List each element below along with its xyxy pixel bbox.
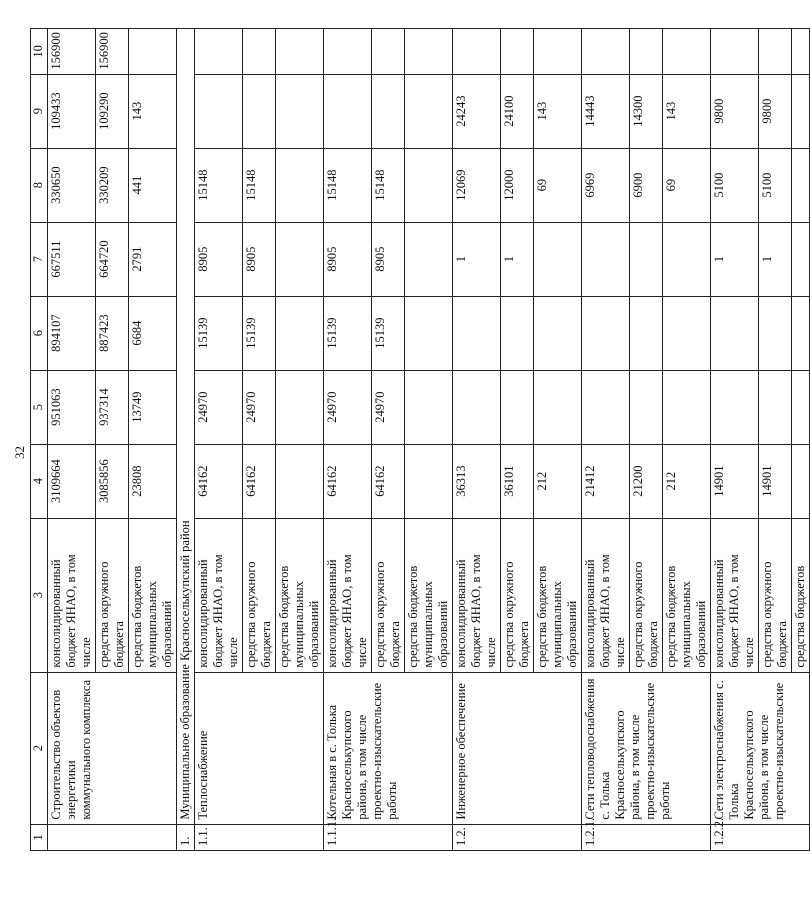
column-number-row (31, 29, 48, 851)
value-cell: 3109664 (48, 444, 96, 518)
value-cell (405, 29, 453, 75)
funding-source: средства бюджетов муниципальных образований (129, 518, 177, 672)
value-cell: 9800 (711, 74, 759, 148)
value-cell (792, 444, 810, 518)
value-cell: 15148 (243, 148, 276, 222)
value-cell (276, 444, 324, 518)
funding-source: средства окружного бюджета (501, 518, 534, 672)
value-cell: 36313 (453, 444, 501, 518)
value-cell: 12000 (501, 148, 534, 222)
value-cell (792, 148, 810, 222)
value-cell: 64162 (195, 444, 243, 518)
column-number: 10 (31, 29, 48, 75)
value-cell (582, 370, 630, 444)
value-cell: 664720 (96, 222, 129, 296)
value-cell: 330650 (48, 148, 96, 222)
item-name: Котельная в с. Толька Красноселькупского района, в том числе проектно-изыскательские работы (324, 672, 453, 824)
value-cell (534, 29, 582, 75)
value-cell (663, 370, 711, 444)
value-cell: 14901 (759, 444, 792, 518)
value-cell (276, 148, 324, 222)
funding-source: средства бюджетов муниципальных образований (405, 518, 453, 672)
value-cell: 156900 (96, 29, 129, 75)
item-code: 1.1.1. (324, 824, 453, 850)
value-cell (630, 370, 663, 444)
column-number: 5 (31, 370, 48, 444)
value-cell: 330209 (96, 148, 129, 222)
value-cell: 14300 (630, 74, 663, 148)
value-cell (630, 29, 663, 75)
value-cell: 1 (501, 222, 534, 296)
value-cell (711, 296, 759, 370)
value-cell (630, 296, 663, 370)
value-cell (663, 29, 711, 75)
value-cell (582, 296, 630, 370)
funding-source: средства окружного бюджета (96, 518, 129, 672)
item-code: 1.2.1. (582, 824, 711, 850)
value-cell (324, 29, 372, 75)
value-cell (792, 370, 810, 444)
value-cell (759, 29, 792, 75)
funding-source: средства бюджетов муниципальных образований (534, 518, 582, 672)
value-cell: 36101 (501, 444, 534, 518)
value-cell (534, 296, 582, 370)
funding-source: консолидированный бюджет ЯНАО, в том числе (453, 518, 501, 672)
funding-source: консолидированный бюджет ЯНАО, в том числе (195, 518, 243, 672)
value-cell: 3085856 (96, 444, 129, 518)
value-cell: 143 (129, 74, 177, 148)
value-cell: 8905 (243, 222, 276, 296)
value-cell (195, 74, 243, 148)
value-cell (453, 296, 501, 370)
value-cell: 69 (534, 148, 582, 222)
value-cell: 15148 (324, 148, 372, 222)
value-cell: 6684 (129, 296, 177, 370)
value-cell (501, 29, 534, 75)
value-cell: 6900 (630, 148, 663, 222)
value-cell: 24243 (453, 74, 501, 148)
value-cell: 21412 (582, 444, 630, 518)
value-cell (405, 148, 453, 222)
funding-source: консолидированный бюджет ЯНАО, в том числе (324, 518, 372, 672)
value-cell: 13749 (129, 370, 177, 444)
value-cell: 8905 (324, 222, 372, 296)
value-cell: 212 (534, 444, 582, 518)
funding-source: средства окружного бюджета (759, 518, 792, 672)
value-cell (582, 29, 630, 75)
value-cell (372, 29, 405, 75)
value-cell: 12069 (453, 148, 501, 222)
region-code: 1. (177, 824, 195, 850)
value-cell: 15148 (372, 148, 405, 222)
value-cell: 64162 (372, 444, 405, 518)
value-cell (534, 370, 582, 444)
value-cell (792, 74, 810, 148)
value-cell (324, 74, 372, 148)
item-name: Сети электроснабжения с. Толька Красноселькупского района, в том числе проектно-изыскательские (711, 672, 810, 824)
value-cell: 109433 (48, 74, 96, 148)
value-cell (663, 222, 711, 296)
value-cell (663, 296, 711, 370)
value-cell (243, 74, 276, 148)
table-row (453, 29, 501, 851)
funding-source: средства окружного бюджета (372, 518, 405, 672)
budget-table (30, 28, 810, 851)
value-cell (276, 222, 324, 296)
table-row (582, 29, 630, 851)
column-number: 3 (31, 518, 48, 672)
value-cell: 15139 (372, 296, 405, 370)
value-cell: 5100 (759, 148, 792, 222)
value-cell (129, 29, 177, 75)
value-cell (582, 222, 630, 296)
region-label: Муниципальное образование Красноселькупский район (177, 29, 195, 825)
value-cell: 937314 (96, 370, 129, 444)
value-cell (405, 222, 453, 296)
item-name: Теплоснабжение (195, 672, 324, 824)
value-cell: 24100 (501, 74, 534, 148)
value-cell: 8905 (195, 222, 243, 296)
column-number: 6 (31, 296, 48, 370)
value-cell: 894107 (48, 296, 96, 370)
value-cell: 2791 (129, 222, 177, 296)
value-cell: 6969 (582, 148, 630, 222)
value-cell (792, 222, 810, 296)
column-number: 7 (31, 222, 48, 296)
value-cell (501, 296, 534, 370)
funding-source: средства окружного бюджета (243, 518, 276, 672)
value-cell: 143 (663, 74, 711, 148)
value-cell: 69 (663, 148, 711, 222)
value-cell (711, 370, 759, 444)
column-number: 8 (31, 148, 48, 222)
item-name: Строительство объектов энергетики коммунального комплекса (48, 672, 177, 824)
value-cell: 64162 (243, 444, 276, 518)
value-cell: 64162 (324, 444, 372, 518)
value-cell: 24970 (243, 370, 276, 444)
value-cell: 1 (759, 222, 792, 296)
table-row (324, 29, 372, 851)
value-cell: 23808 (129, 444, 177, 518)
table-row (711, 29, 759, 851)
value-cell: 143 (534, 74, 582, 148)
item-name: Инженерное обеспечение (453, 672, 582, 824)
value-cell: 951063 (48, 370, 96, 444)
value-cell: 8905 (372, 222, 405, 296)
value-cell (276, 29, 324, 75)
value-cell: 14901 (711, 444, 759, 518)
value-cell: 887423 (96, 296, 129, 370)
value-cell (243, 29, 276, 75)
value-cell (501, 370, 534, 444)
column-number: 1 (31, 824, 48, 850)
value-cell: 212 (663, 444, 711, 518)
value-cell (372, 74, 405, 148)
value-cell (276, 74, 324, 148)
value-cell: 24970 (195, 370, 243, 444)
column-number: 2 (31, 672, 48, 824)
value-cell (630, 222, 663, 296)
value-cell: 24970 (372, 370, 405, 444)
value-cell: 109290 (96, 74, 129, 148)
value-cell: 5100 (711, 148, 759, 222)
value-cell (276, 296, 324, 370)
funding-source: консолидированный бюджет ЯНАО, в том числе (711, 518, 759, 672)
funding-source: средства окружного бюджета (630, 518, 663, 672)
value-cell (405, 74, 453, 148)
funding-source: консолидированный бюджет ЯНАО, в том числе (582, 518, 630, 672)
column-number: 9 (31, 74, 48, 148)
value-cell: 441 (129, 148, 177, 222)
funding-source: средства бюджетов муниципальных образований (663, 518, 711, 672)
region-row (177, 29, 195, 851)
item-code: 1.1. (195, 824, 324, 850)
funding-source: средства бюджетов (792, 518, 810, 672)
value-cell (276, 370, 324, 444)
value-cell (195, 29, 243, 75)
value-cell (405, 370, 453, 444)
value-cell: 15148 (195, 148, 243, 222)
value-cell (453, 370, 501, 444)
value-cell (792, 296, 810, 370)
value-cell: 9800 (759, 74, 792, 148)
value-cell: 15139 (243, 296, 276, 370)
value-cell (534, 222, 582, 296)
table-row (195, 29, 243, 851)
value-cell (405, 296, 453, 370)
value-cell: 156900 (48, 29, 96, 75)
value-cell (405, 444, 453, 518)
value-cell (759, 370, 792, 444)
item-code: 1.2. (453, 824, 582, 850)
item-code: 1.2.2. (711, 824, 810, 850)
page-number: 32 (12, 446, 27, 459)
value-cell (759, 296, 792, 370)
funding-source: консолидированный бюджет ЯНАО, в том числе (48, 518, 96, 672)
value-cell: 21200 (630, 444, 663, 518)
value-cell (792, 29, 810, 75)
value-cell: 15139 (195, 296, 243, 370)
value-cell: 15139 (324, 296, 372, 370)
value-cell: 24970 (324, 370, 372, 444)
value-cell (453, 29, 501, 75)
item-name: Сети тепловодоснабжения с. Толька Красноселькупского района, в том числе проектно-изыскательские работы (582, 672, 711, 824)
value-cell: 667511 (48, 222, 96, 296)
value-cell: 14443 (582, 74, 630, 148)
value-cell: 1 (711, 222, 759, 296)
table-body (31, 29, 810, 851)
item-code (48, 824, 177, 850)
table-row (48, 29, 96, 851)
column-number: 4 (31, 444, 48, 518)
value-cell (711, 29, 759, 75)
value-cell: 1 (453, 222, 501, 296)
funding-source: средства бюджетов муниципальных образований (276, 518, 324, 672)
